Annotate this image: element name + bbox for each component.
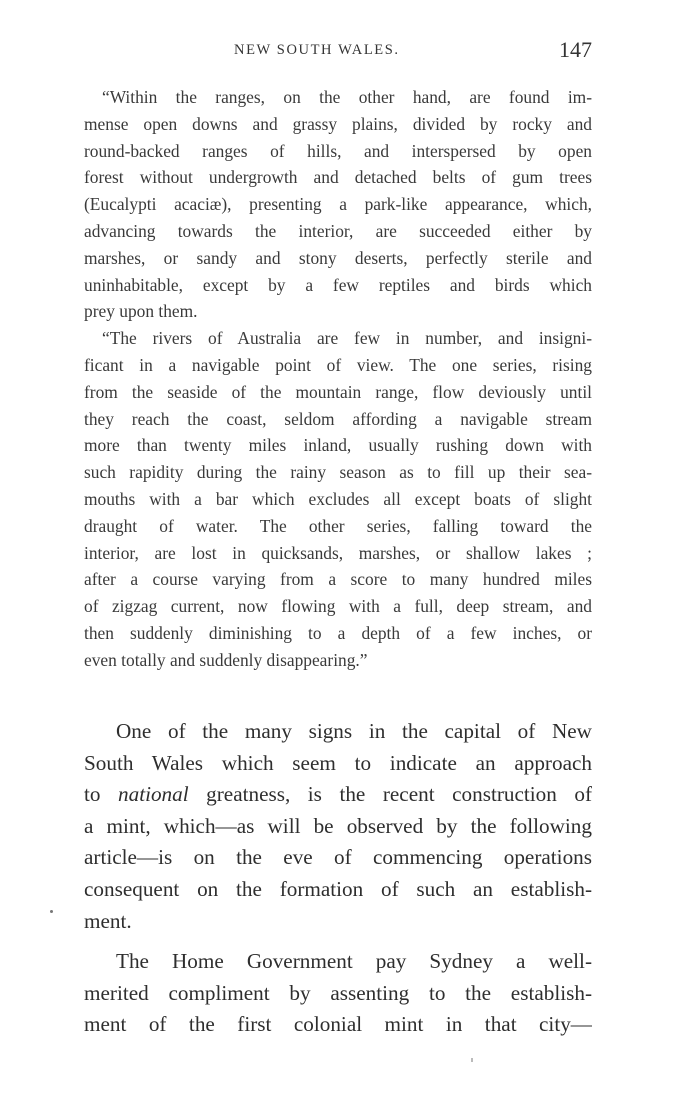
quote-line: they reach the coast, seldom affording a navigable stream [84, 408, 592, 429]
quote-line: after a course varying from a score to many hundred miles [84, 569, 592, 590]
body-text-run: greatness, is the recent construction of [188, 782, 592, 807]
body-text-run: to [84, 782, 118, 807]
quote-line: advancing towards the interior, are succeeded either by [84, 220, 592, 241]
quote-line: prey upon them. [84, 301, 198, 322]
body-text [84, 716, 592, 1041]
quote-line: mense open downs and grassy plains, divided by rocky and [84, 113, 592, 134]
running-head [84, 38, 592, 68]
body-line: merited compliment by assenting to the establish- [84, 980, 592, 1005]
quote-line: such rapidity during the rainy season as to fill up their sea- [84, 462, 592, 483]
quote-line: of zigzag current, now flowing with a full, deep stream, and [84, 596, 592, 617]
quote-line: draught of water. The other series, falling toward the [84, 515, 592, 536]
quote-line: interior, are lost in quicksands, marshes, or shallow lakes ; [84, 542, 592, 563]
page-blemish [50, 910, 53, 913]
quote-line: even totally and suddenly disappearing.” [84, 649, 368, 670]
body-line: a mint, which—as will be observed by the following [84, 813, 592, 838]
body-line: article—is on the eve of commencing operations [84, 845, 592, 870]
quote-line: uninhabitable, except by a few reptiles and birds which [84, 274, 592, 295]
quote-line: marshes, or sandy and stony deserts, perfectly sterile and [84, 247, 592, 268]
page-number: 147 [559, 37, 592, 62]
body-line: consequent on the formation of such an establish- [84, 876, 592, 901]
body-line: ment of the first colonial mint in that city— [84, 1012, 592, 1037]
quote-line: then suddenly diminishing to a depth of a few inches, or [84, 622, 592, 643]
quoted-passage [84, 84, 592, 674]
quote-line: round-backed ranges of hills, and interspersed by open [84, 140, 592, 161]
body-line: One of the many signs in the capital of New [116, 719, 592, 743]
italic-word: national [118, 782, 189, 807]
quote-line: forest without undergrowth and detached belts of gum trees [84, 167, 592, 188]
quote-line: ficant in a navigable point of view. The one series, rising [84, 354, 592, 375]
quote-line: (Eucalypti acaciæ), presenting a park-like appearance, which, [84, 194, 592, 215]
quote-line: “The rivers of Australia are few in number, and insigni- [102, 328, 592, 349]
quote-line: “Within the ranges, on the other hand, are found im- [102, 87, 592, 107]
body-line: The Home Government pay Sydney a well- [116, 949, 592, 974]
page-blemish [471, 1058, 473, 1062]
running-title: NEW SOUTH WALES. [234, 42, 400, 58]
paragraph [84, 716, 592, 937]
body-line [84, 779, 592, 811]
quote-line: from the seaside of the mountain range, flow deviously until [84, 381, 592, 402]
body-line: ment. [84, 908, 132, 933]
body-line: South Wales which seem to indicate an approach [84, 750, 592, 775]
paragraph [84, 946, 592, 1041]
quote-line: mouths with a bar which excludes all except boats of slight [84, 488, 592, 509]
quote-line: more than twenty miles inland, usually rushing down with [84, 435, 592, 456]
